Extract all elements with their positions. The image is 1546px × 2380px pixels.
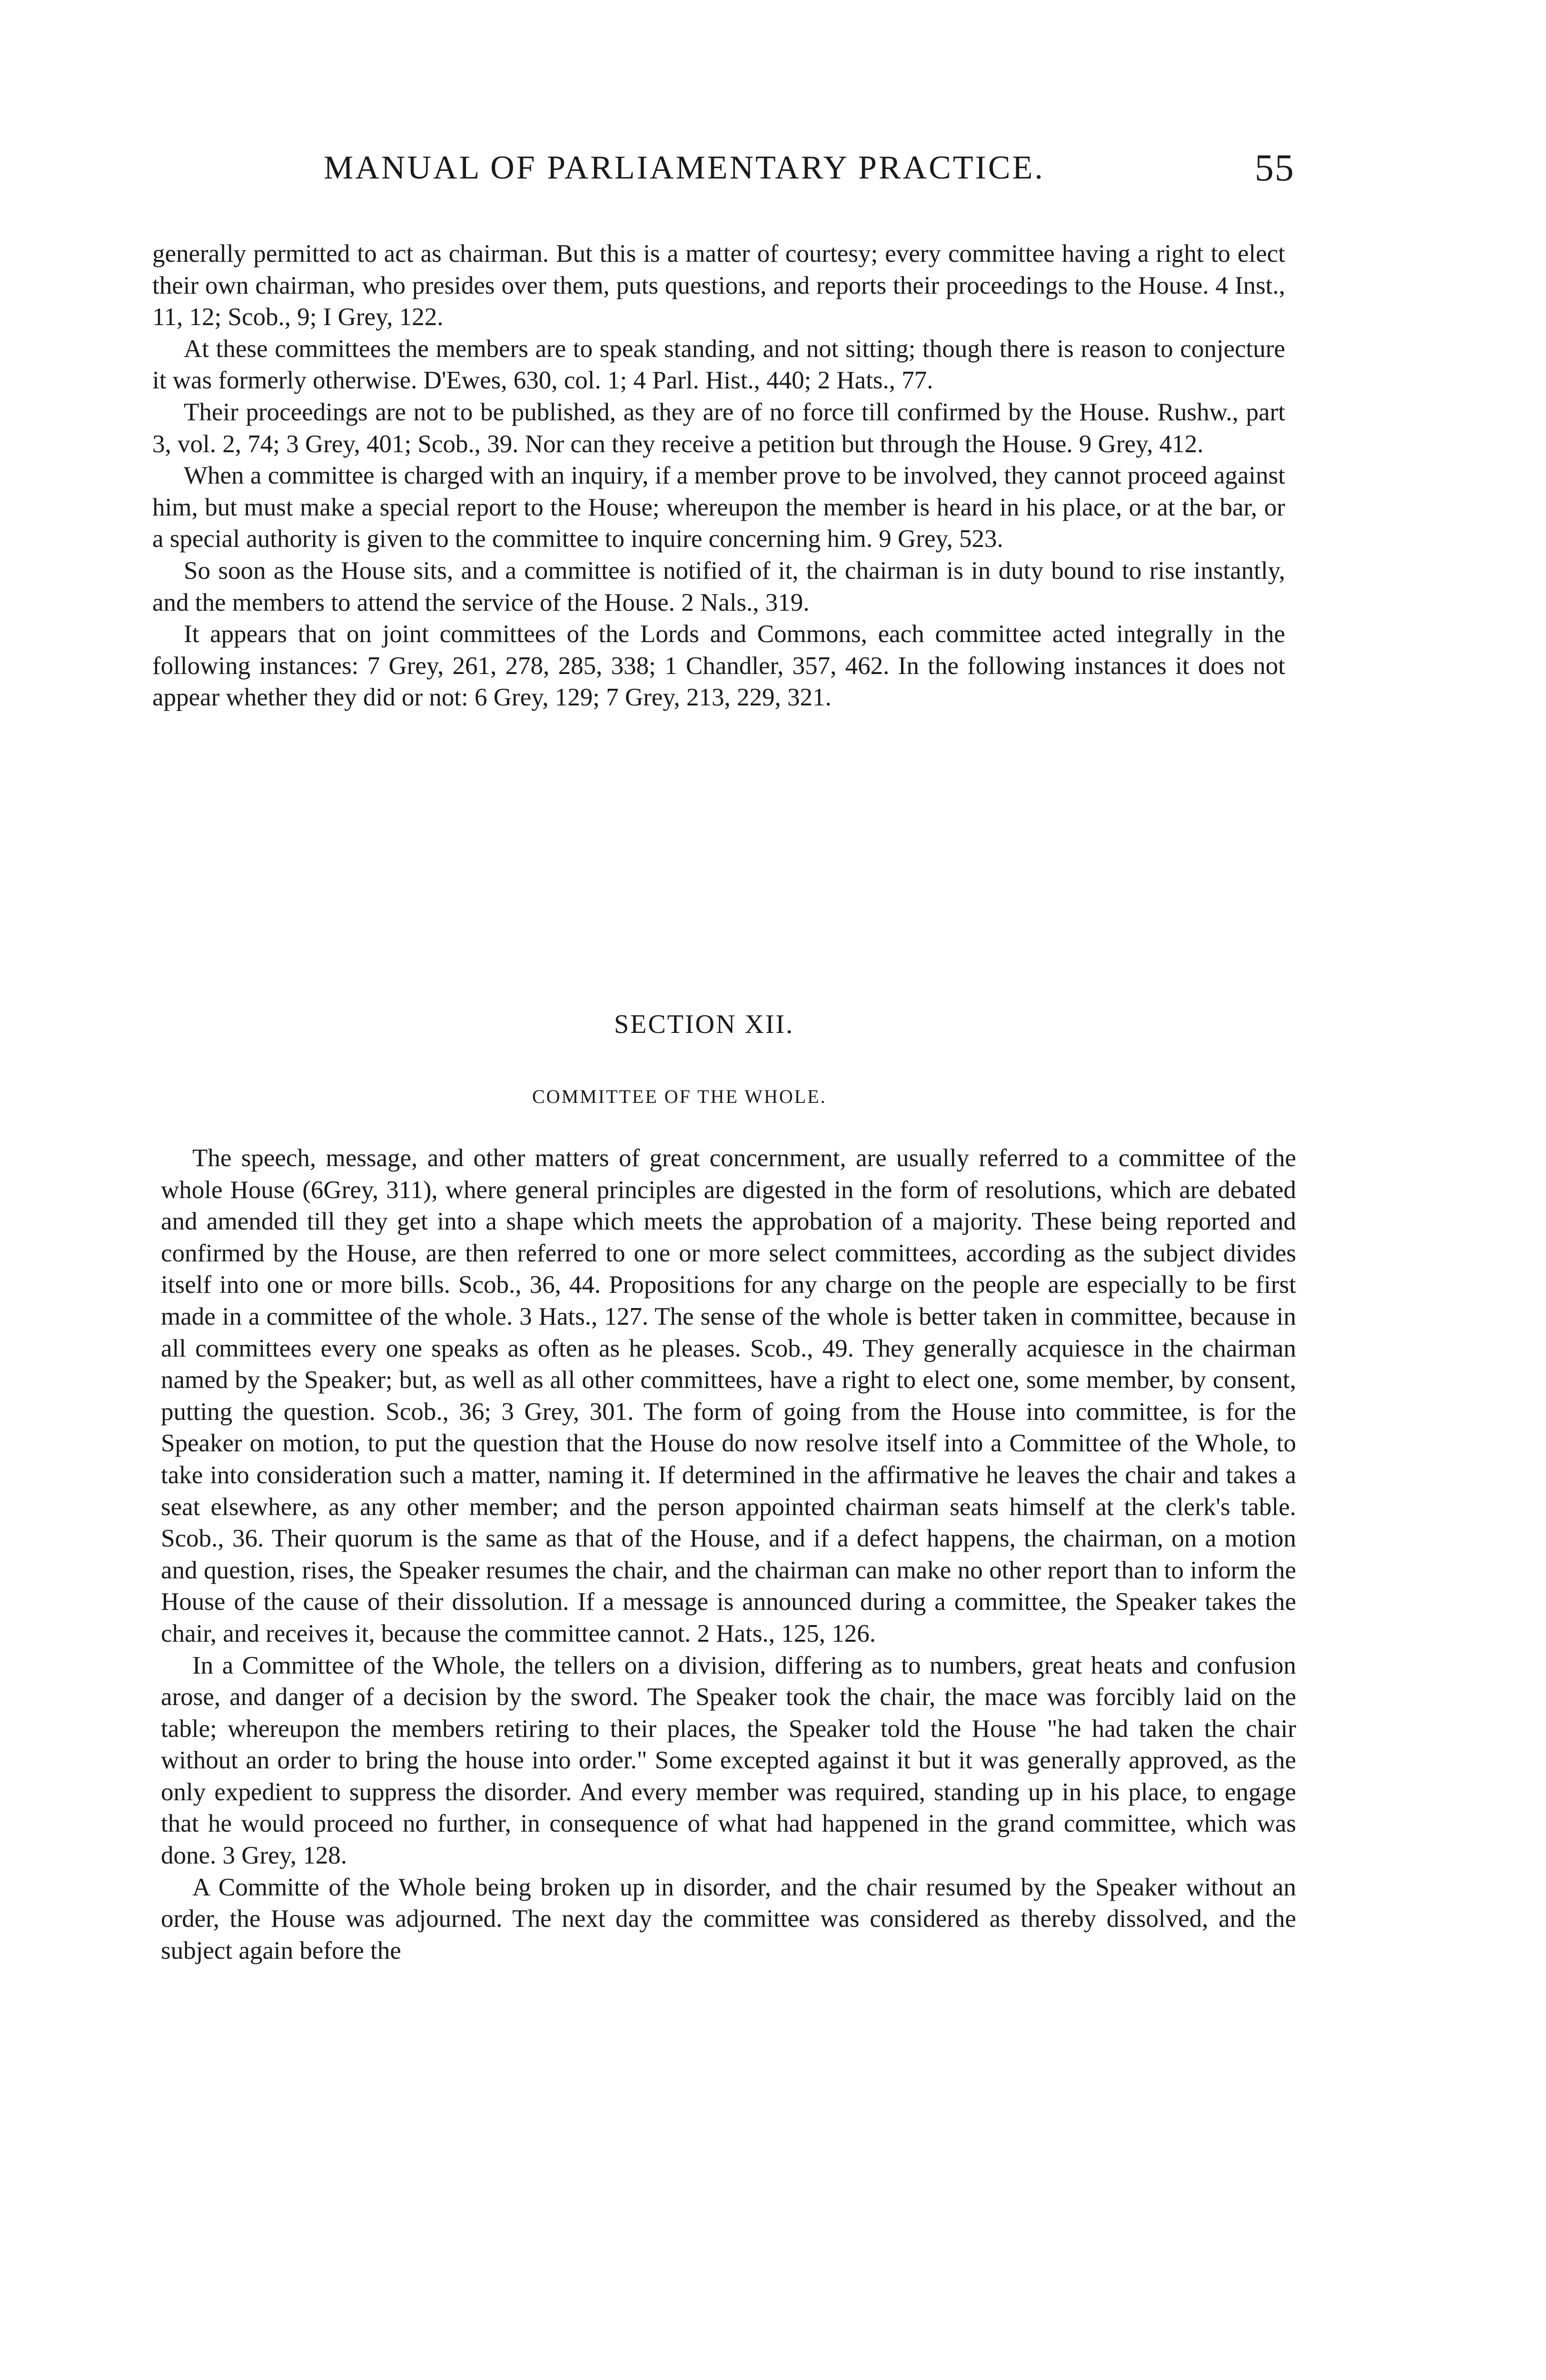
paragraph: So soon as the House sits, and a committee is notified of it, the chairman is in duty bound to rise instantly, and the members to attend the service of the House. 2 Nals., 319. [152, 556, 1285, 616]
text-block-bottom [161, 1142, 1296, 1966]
section-subheading: COMMITTEE OF THE WHOLE. [532, 1086, 827, 1107]
paragraph: The speech, message, and other matters of great concernment, are usually referred to a committee of the whole House (6Grey, 311), where general principles are digested in the form of resolutions, which are debated and amended till they get into a shape which meets the approbation of a majority. These being reported and confirmed by the House, are then referred to one or more select committees, according as the subject divides itself into one or more bills. Scob., 36, 44. Propositions for any charge on the people are especially to be first made in a committee of the whole. 3 Hats., 127. The sense of the whole is better taken in committee, because in all committees every one speaks as often as he pleases. Scob., 49. They generally acquiesce in the chairman named by the Speaker; but, as well as all other committees, have a right to elect one, some member, by consent, putting the question. Scob., 36; 3 Grey, 301. The form of going from the House into committee, is for the Speaker on motion, to put the question that the House do now resolve itself into a Committee of the Whole, to take into consideration such a matter, naming it. If determined in the affirmative he leaves the chair and takes a seat elsewhere, as any other member; and the person appointed chairman seats himself at the clerk's table. Scob., 36. Their quorum is the same as that of the House, and if a defect happens, the chairman, on a motion and question, rises, the Speaker resumes the chair, and the chairman can make no other report than to inform the House of the cause of their dissolution. If a message is announced during a committee, the Speaker takes the chair, and receives it, because the committee cannot. 2 Hats., 125, 126. [161, 1144, 1296, 1647]
paragraph: When a committee is charged with an inquiry, if a member prove to be involved, they cannot proceed against him, but must make a special report to the House; whereupon the member is heard in his place, or at the bar, or a special authority is given to the committee to inquire concerning him. 9 Grey, 523. [152, 462, 1285, 553]
page-number: 55 [1255, 147, 1295, 189]
running-head-title: MANUAL OF PARLIAMENTARY PRACTICE. [324, 149, 1045, 186]
text-block-top [152, 238, 1285, 714]
paragraph: generally permitted to act as chairman. But this is a matter of courtesy; every committee having a right to elect their own chairman, who presides over them, puts questions, and reports their proceedings to the House. 4 Inst., 11, 12; Scob., 9; I Grey, 122. [152, 240, 1285, 331]
paragraph: In a Committee of the Whole, the tellers on a division, differing as to numbers, great heats and confusion arose, and danger of a decision by the sword. The Speaker took the chair, the mace was forcibly laid on the table; whereupon the members retiring to their places, the Speaker told the House "he had taken the chair without an order to bring the house into order." Some excepted against it but it was generally approved, as the only expedient to suppress the disorder. And every member was required, standing up in his place, to engage that he would proceed no further, in consequence of what had happened in the grand committee, which was done. 3 Grey, 128. [161, 1651, 1296, 1870]
section-heading: SECTION XII. [614, 1010, 794, 1039]
paragraph: A Committe of the Whole being broken up in disorder, and the chair resumed by the Speaker without an order, the House was adjourned. The next day the committee was considered as thereby dissolved, and the subject again before the [161, 1873, 1296, 1964]
paragraph: It appears that on joint committees of the Lords and Commons, each committee acted integrally in the following instances: 7 Grey, 261, 278, 285, 338; 1 Chandler, 357, 462. In the following instances it does not appear whether they did or not: 6 Grey, 129; 7 Grey, 213, 229, 321. [152, 620, 1285, 712]
paragraph: Their proceedings are not to be published, as they are of no force till confirmed by the House. Rushw., part 3, vol. 2, 74; 3 Grey, 401; Scob., 39. Nor can they receive a petition but through the House. 9 Grey, 412. [152, 398, 1285, 458]
running-head [324, 142, 1295, 194]
paragraph: At these committees the members are to speak standing, and not sitting; though there is reason to conjecture it was formerly otherwise. D'Ewes, 630, col. 1; 4 Parl. Hist., 440; 2 Hats., 77. [152, 335, 1285, 395]
